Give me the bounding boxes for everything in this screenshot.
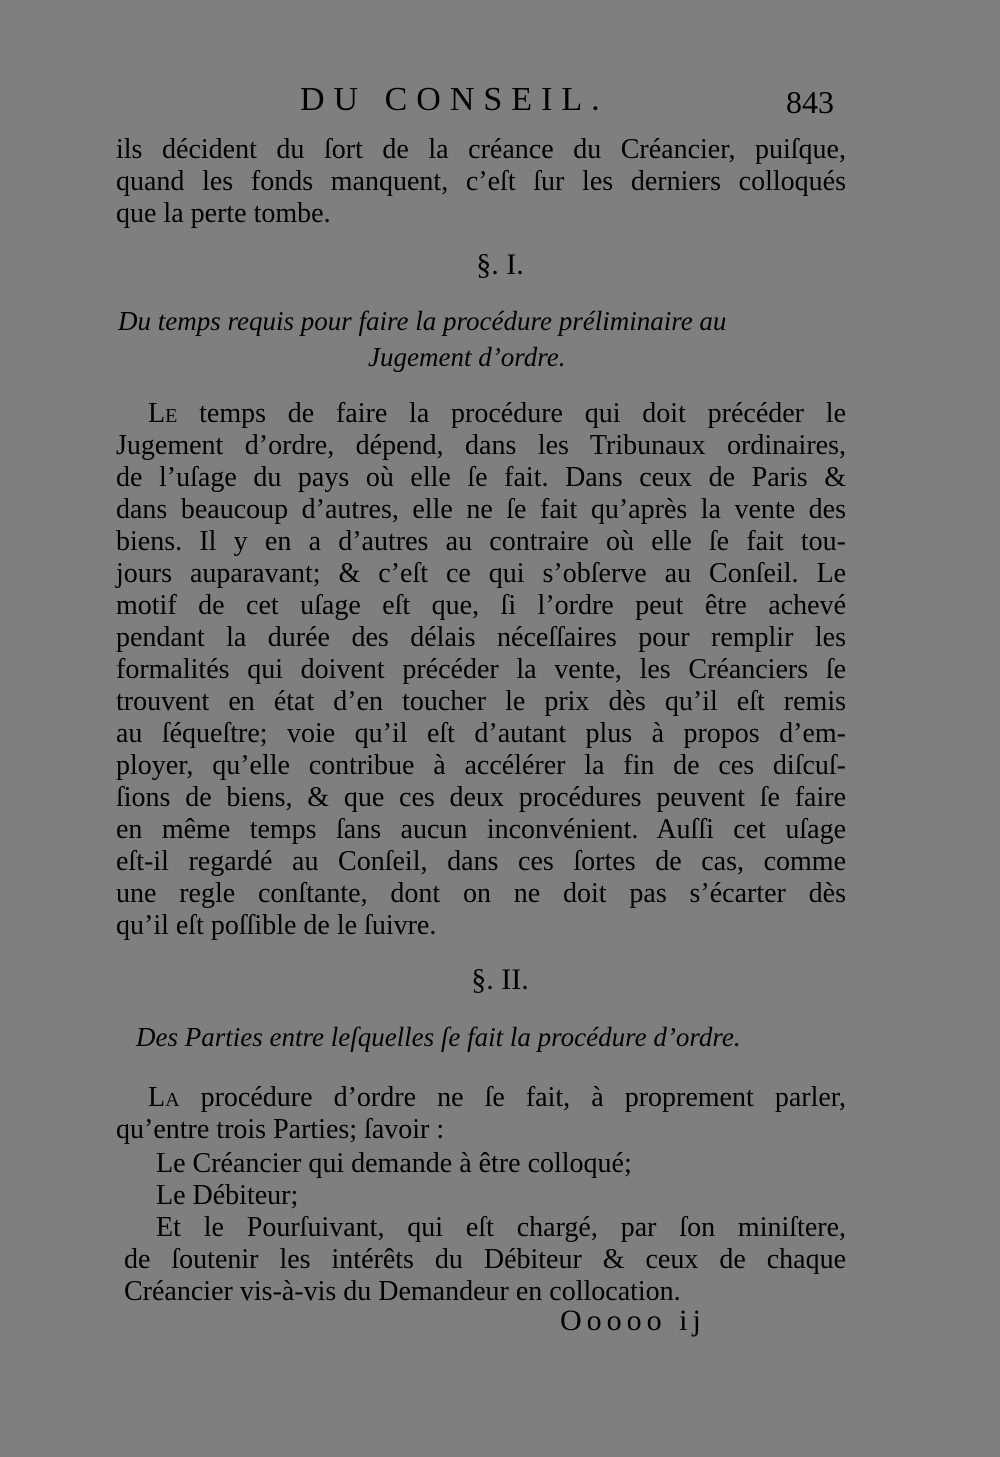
section-1-line: jours auparavant; & c’eſt ce qui s’obſerve au Conſeil. Le xyxy=(116,558,846,589)
first-line-text: procédure d’ordre ne ſe fait, à proprement parler, xyxy=(179,1082,846,1113)
section-1-line: pendant la durée des délais néceſſaires pour remplir les xyxy=(116,622,846,653)
section-2-list-item: Le Créancier qui demande à être colloqué; xyxy=(156,1148,632,1179)
section-1-line: une regle conſtante, dont on ne doit pas s’écarter dès xyxy=(116,878,846,909)
section-1-line: biens. Il y en a d’autres au contraire où elle ſe fait tou- xyxy=(116,526,846,557)
section-1-line: ployer, qu’elle contribue à accélérer la fin de ces diſcuſ- xyxy=(116,750,846,781)
section-2-first-line xyxy=(148,1082,846,1114)
section-1-line: ſions de biens, & que ces deux procédures peuvent ſe faire xyxy=(116,782,846,813)
section-1-line: Jugement d’ordre, dépend, dans les Tribunaux ordinaires, xyxy=(116,430,846,461)
intro-line-2: quand les fonds manquent, c’eſt ſur les derniers colloqués xyxy=(116,166,846,197)
section-1-line: au ſéqueſtre; voie qu’il eſt d’autant plus à propos d’em- xyxy=(116,718,846,749)
running-head xyxy=(0,78,1000,122)
signature-mark: Ooooo ij xyxy=(560,1304,706,1337)
dropcap: Le xyxy=(148,398,178,429)
section-1-mark: §. I. xyxy=(476,248,524,281)
section-2-heading: Des Parties entre leſquelles ſe fait la procédure d’ordre. xyxy=(136,1022,741,1052)
section-1-heading-line-1: Du temps requis pour faire la procédure préliminaire au xyxy=(118,306,727,336)
section-1-line: trouvent en état d’en toucher le prix dès qu’il eſt remis xyxy=(116,686,846,717)
first-line-text: temps de faire la procédure qui doit précéder le xyxy=(177,398,846,429)
running-title: DU CONSEIL. xyxy=(300,81,609,118)
section-2-line: de ſoutenir les intérêts du Débiteur & ceux de chaque xyxy=(124,1244,846,1275)
section-1-first-line xyxy=(148,398,846,430)
section-1-line: en même temps ſans aucun inconvénient. Auſſi cet uſage xyxy=(116,814,846,845)
section-2-list-item: Et le Pourſuivant, qui eſt chargé, par ſon miniſtere, xyxy=(156,1212,846,1243)
section-1-line: de l’uſage du pays où elle ſe fait. Dans ceux de Paris & xyxy=(116,462,846,493)
dropcap: La xyxy=(148,1082,180,1113)
section-1-line: eſt-il regardé au Conſeil, dans ces ſortes de cas, comme xyxy=(116,846,846,877)
section-1-heading-line-2: Jugement d’ordre. xyxy=(368,342,566,372)
section-2-mark: §. II. xyxy=(471,963,529,996)
section-1-line: qu’il eſt poſſible de le ſuivre. xyxy=(116,910,437,941)
section-2-line: Créancier vis-à-vis du Demandeur en collocation. xyxy=(124,1276,681,1307)
section-2-line: qu’entre trois Parties; ſavoir : xyxy=(116,1114,445,1145)
intro-line-1: ils décident du ſort de la créance du Créancier, puiſque, xyxy=(116,134,846,165)
page-number: 843 xyxy=(786,84,834,120)
section-2-list-item: Le Débiteur; xyxy=(156,1180,299,1211)
intro-line-3: que la perte tombe. xyxy=(116,198,331,229)
section-1-line: dans beaucoup d’autres, elle ne ſe fait qu’après la vente des xyxy=(116,494,846,525)
section-1-line: formalités qui doivent précéder la vente, les Créanciers ſe xyxy=(116,654,846,685)
section-1-line: motif de cet uſage eſt que, ſi l’ordre peut être achevé xyxy=(116,590,846,621)
